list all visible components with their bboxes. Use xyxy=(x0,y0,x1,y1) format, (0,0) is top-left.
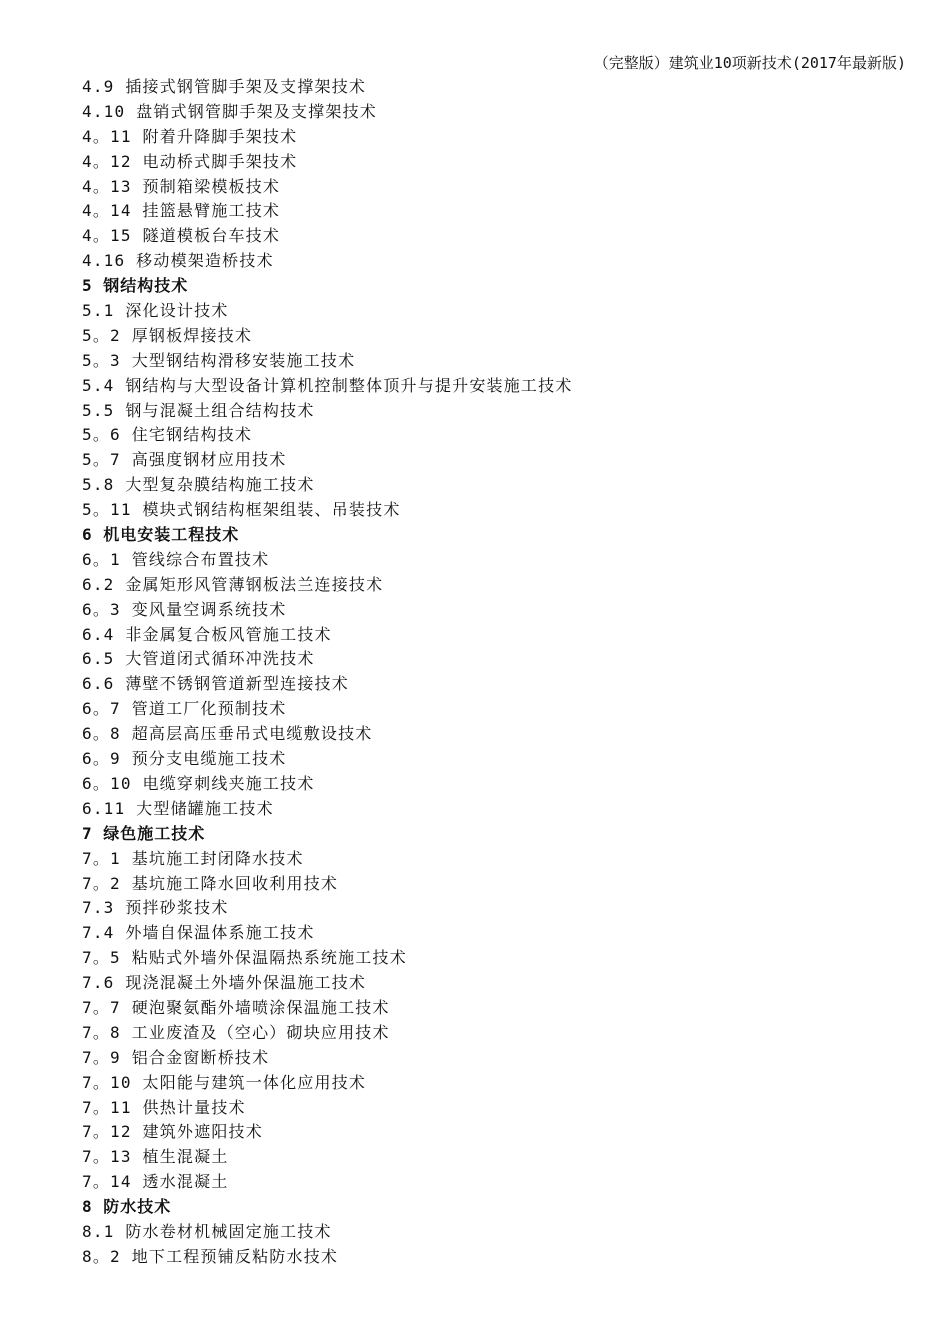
list-item: 4.10 盘销式钢管脚手架及支撑架技术 xyxy=(82,101,377,121)
list-item: 6.4 非金属复合板风管施工技术 xyxy=(82,624,332,644)
list-item: 5。2 厚钢板焊接技术 xyxy=(82,325,253,345)
list-item: 7。1 基坑施工封闭降水技术 xyxy=(82,848,304,868)
section-heading: 6 机电安装工程技术 xyxy=(82,525,240,545)
list-item: 8。2 地下工程预铺反粘防水技术 xyxy=(82,1246,339,1266)
list-item: 5.5 钢与混凝土组合结构技术 xyxy=(82,400,315,420)
list-item: 7。10 太阳能与建筑一体化应用技术 xyxy=(82,1072,367,1092)
list-item: 4。14 挂篮悬臂施工技术 xyxy=(82,201,281,221)
list-item: 6。1 管线综合布置技术 xyxy=(82,549,270,569)
list-item: 4。11 附着升降脚手架技术 xyxy=(82,126,298,146)
list-item: 7。12 建筑外遮阳技术 xyxy=(82,1122,263,1142)
list-item: 5。11 模块式钢结构框架组装、吊装技术 xyxy=(82,500,401,520)
list-item: 6。8 超高层高压垂吊式电缆敷设技术 xyxy=(82,724,373,744)
list-item: 7。13 植生混凝土 xyxy=(82,1147,229,1167)
list-item: 6。10 电缆穿刺线夹施工技术 xyxy=(82,773,315,793)
list-item: 7.6 现浇混凝土外墙外保温施工技术 xyxy=(82,973,367,993)
list-item: 7。14 透水混凝土 xyxy=(82,1172,229,1192)
list-item: 4。15 隧道模板台车技术 xyxy=(82,226,281,246)
section-heading: 8 防水技术 xyxy=(82,1197,172,1217)
list-item: 6。3 变风量空调系统技术 xyxy=(82,599,287,619)
list-item: 7。7 硬泡聚氨酯外墙喷涂保温施工技术 xyxy=(82,997,390,1017)
list-item: 7.3 预拌砂浆技术 xyxy=(82,898,229,918)
list-item: 7。5 粘贴式外墙外保温隔热系统施工技术 xyxy=(82,948,407,968)
list-item: 5.4 钢结构与大型设备计算机控制整体顶升与提升安装施工技术 xyxy=(82,375,573,395)
list-item: 4.9 插接式钢管脚手架及支撑架技术 xyxy=(82,77,367,96)
list-item: 4。12 电动桥式脚手架技术 xyxy=(82,151,298,171)
list-item: 5.8 大型复杂膜结构施工技术 xyxy=(82,475,315,495)
list-item: 6.6 薄壁不锈钢管道新型连接技术 xyxy=(82,674,349,694)
section-heading: 7 绿色施工技术 xyxy=(82,823,206,843)
section-heading: 5 钢结构技术 xyxy=(82,276,189,296)
list-item: 6.2 金属矩形风管薄钢板法兰连接技术 xyxy=(82,574,384,594)
list-item: 6。7 管道工厂化预制技术 xyxy=(82,699,287,719)
technology-list xyxy=(82,75,922,1270)
list-item: 5。6 住宅钢结构技术 xyxy=(82,425,253,445)
list-item: 6.11 大型储罐施工技术 xyxy=(82,798,274,818)
list-item: 5。7 高强度钢材应用技术 xyxy=(82,450,287,470)
list-item: 4。13 预制箱梁模板技术 xyxy=(82,176,281,196)
list-item: 7.4 外墙自保温体系施工技术 xyxy=(82,923,315,943)
list-item: 7。8 工业废渣及（空心）砌块应用技术 xyxy=(82,1022,390,1042)
list-item: 4.16 移动模架造桥技术 xyxy=(82,251,274,271)
page-header: （完整版）建筑业10项新技术(2017年最新版) xyxy=(593,54,906,72)
list-item: 8.1 防水卷材机械固定施工技术 xyxy=(82,1221,332,1241)
list-item: 6。9 预分支电缆施工技术 xyxy=(82,749,287,769)
list-item: 7。2 基坑施工降水回收利用技术 xyxy=(82,873,339,893)
list-item: 7。11 供热计量技术 xyxy=(82,1097,246,1117)
list-item: 5。3 大型钢结构滑移安装施工技术 xyxy=(82,350,356,370)
list-item: 6.5 大管道闭式循环冲洗技术 xyxy=(82,649,315,669)
list-item: 5.1 深化设计技术 xyxy=(82,301,229,321)
list-item: 7。9 铝合金窗断桥技术 xyxy=(82,1047,270,1067)
